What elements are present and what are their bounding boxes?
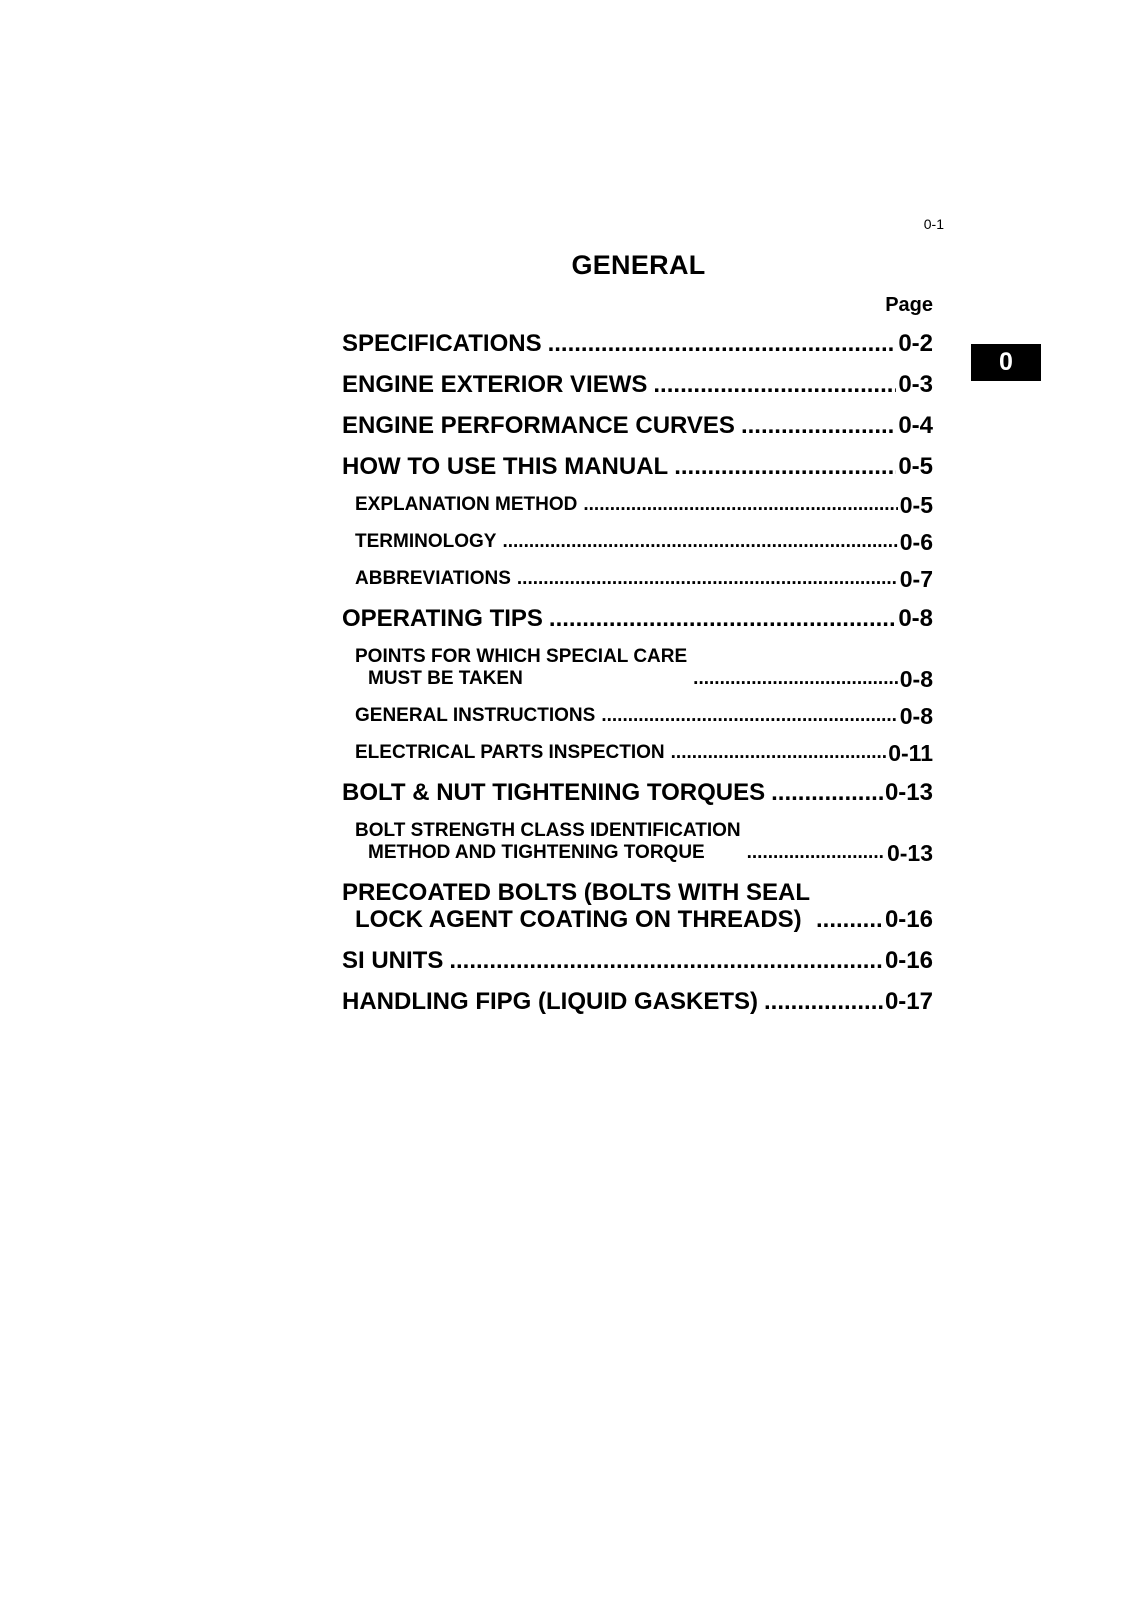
toc-entry-page: 0-11 (888, 740, 933, 766)
toc-entry-title (342, 371, 647, 398)
toc-entry-title (342, 947, 443, 974)
toc-entry-title-line1: SI UNITS (342, 947, 444, 974)
toc-entry-page: 0-5 (898, 453, 933, 480)
toc-entry-title (342, 988, 758, 1015)
toc-dot-leader (674, 453, 896, 480)
toc-entry-title-line1: HOW TO USE THIS MANUAL (342, 453, 669, 480)
toc-entry-title (342, 412, 735, 439)
toc-entry (342, 605, 933, 632)
page-number: 0-1 (923, 216, 944, 232)
toc-entry-page: 0-13 (884, 779, 933, 806)
toc-entry-title-line1: PRECOATED BOLTS (BOLTS WITH SEAL (342, 879, 810, 906)
toc-entry (342, 568, 933, 590)
toc-entry-page: 0-8 (898, 605, 933, 632)
toc-entry (342, 646, 933, 690)
toc-entry-title-line1: POINTS FOR WHICH SPECIAL CARE (355, 646, 688, 667)
toc-entry-page: 0-8 (899, 666, 933, 692)
toc-entry-page: 0-8 (899, 703, 933, 729)
toc-dot-leader (653, 371, 896, 398)
toc-entry-title (355, 646, 687, 690)
toc-entry-title-line1: ENGINE EXTERIOR VIEWS (342, 371, 648, 398)
page-title: GENERAL (571, 250, 706, 280)
toc-entry-title (355, 820, 741, 864)
toc-entry-title-line1: TERMINOLOGY (355, 531, 497, 552)
toc-dot-leader (747, 842, 885, 864)
toc-entry-page: 0-6 (899, 529, 933, 555)
toc-entry (342, 705, 933, 727)
toc-entry-page: 0-13 (886, 840, 933, 866)
toc-entry-page: 0-16 (884, 947, 933, 974)
toc-entry-title-line1: OPERATING TIPS (342, 605, 543, 632)
toc-dot-leader (583, 494, 897, 516)
toc-entry-title (342, 605, 543, 632)
toc-entry-title (355, 705, 595, 727)
toc-dot-leader (693, 668, 898, 690)
toc-entry (342, 371, 933, 398)
toc-entry-title-line1: ELECTRICAL PARTS INSPECTION (355, 742, 665, 763)
page-column-label: Page (885, 294, 933, 316)
toc-entry (342, 531, 933, 553)
toc-dot-leader (601, 705, 897, 727)
toc-entry (342, 330, 933, 357)
toc-entry-title (342, 453, 668, 480)
toc-dot-leader (816, 906, 883, 933)
toc-entry-title (355, 531, 496, 553)
toc-entry-title-line1: ABBREVIATIONS (355, 568, 511, 589)
toc-entry-title-line1: GENERAL INSTRUCTIONS (355, 705, 596, 726)
toc-entry-title (342, 779, 765, 806)
toc-entry-title-line2: MUST BE TAKEN (368, 668, 523, 689)
toc-entry-title (355, 742, 665, 764)
toc-dot-leader (548, 330, 897, 357)
toc-entry (342, 779, 933, 806)
toc-entry-title (355, 494, 577, 516)
toc-entry (342, 879, 933, 933)
toc-entry-title (342, 879, 810, 933)
toc-entry-title-line1: BOLT STRENGTH CLASS IDENTIFICATION (355, 820, 741, 841)
toc-dot-leader (517, 568, 898, 590)
toc-entry-page: 0-5 (899, 492, 933, 518)
toc-dot-leader (741, 412, 896, 439)
toc-entry-title-line1: ENGINE PERFORMANCE CURVES (342, 412, 735, 439)
toc-entry-page: 0-17 (884, 988, 933, 1015)
toc-entry-page: 0-2 (898, 330, 933, 357)
toc-entry-title-line1: HANDLING FIPG (LIQUID GASKETS) (342, 988, 758, 1015)
toc-dot-leader (502, 531, 897, 553)
toc-entry-page: 0-4 (898, 412, 933, 439)
toc-entry-title (355, 568, 511, 590)
toc-entry-title-line2: METHOD AND TIGHTENING TORQUE (368, 842, 705, 863)
toc-entry-title-line2: LOCK AGENT COATING ON THREADS) (355, 906, 802, 933)
toc-entry-title-line1: BOLT & NUT TIGHTENING TORQUES (342, 779, 766, 806)
toc-dot-leader (764, 988, 883, 1015)
toc-entry (342, 820, 933, 864)
toc-entry (342, 494, 933, 516)
toc-dot-leader (771, 779, 883, 806)
toc-entry (342, 412, 933, 439)
toc-dot-leader (549, 605, 896, 632)
toc-entry (342, 453, 933, 480)
section-tab-marker: 0 (971, 344, 1041, 381)
toc-entry-title-line1: SPECIFICATIONS (342, 330, 542, 357)
toc-entry-page: 0-16 (884, 906, 933, 933)
toc-dot-leader (449, 947, 883, 974)
toc-dot-leader (671, 742, 887, 764)
toc-entry-page: 0-7 (899, 566, 933, 592)
toc-entry (342, 947, 933, 974)
toc-entry-page: 0-3 (898, 371, 933, 398)
toc-entry (342, 988, 933, 1015)
toc-entry-title (342, 330, 542, 357)
toc-entry-title-line1: EXPLANATION METHOD (355, 494, 578, 515)
toc-entry (342, 742, 933, 764)
table-of-contents (342, 330, 933, 1029)
